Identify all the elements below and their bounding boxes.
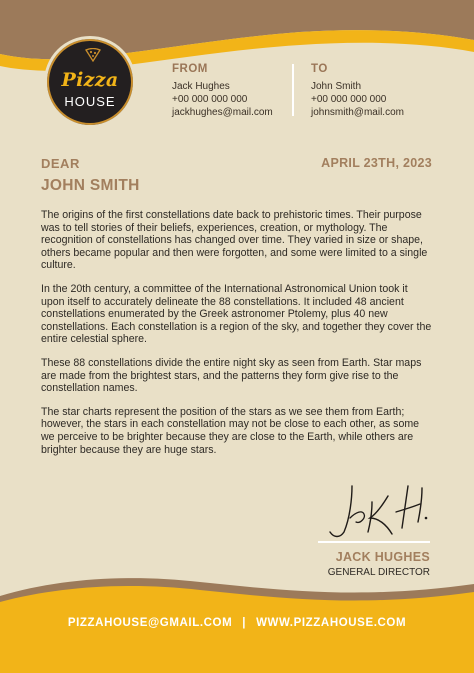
contact-divider xyxy=(292,64,294,116)
body-paragraph: In the 20th century, a committee of the International Astronomical Union took it upon itself to accurately delineate the 88 constellations. It included 48 ancient constellations enumerated by the Greek astronomer Ptolemy, plus 40 new constellations. Each constellation is a region of the sky, and together they cover the entire celestial sphere. xyxy=(41,282,432,346)
footer-email: PIZZAHOUSE@GMAIL.COM xyxy=(67,617,233,629)
body-paragraph: These 88 constellations divide the entire night sky as seen from Earth. Star maps are made from the brightest stars, and the patterns they form give rise to the constellation names. xyxy=(41,356,422,395)
to-email: johnsmith@mail.com xyxy=(311,107,404,118)
body-paragraph: The origins of the first constellations date back to prehistoric times. Their purpose was to tell stories of their beliefs, experiences, creation, or mythology. The recognition of constellations has changed over time. They varied in size or shape, others became popular and then were forgotten, and some were limited to a single culture. xyxy=(41,209,428,272)
footer-separator: | xyxy=(242,617,247,629)
letter-date: APRIL 23TH, 2023 xyxy=(321,156,432,170)
from-phone: +00 000 000 000 xyxy=(172,94,248,105)
to-phone: +00 000 000 000 xyxy=(311,94,387,105)
handwritten-signature xyxy=(316,478,436,544)
footer-contact xyxy=(0,617,474,629)
salutation: DEAR xyxy=(41,156,80,171)
to-name: John Smith xyxy=(311,81,362,92)
from-email: jackhughes@mail.com xyxy=(172,107,273,118)
to-heading: TO xyxy=(311,63,328,75)
letter-body xyxy=(41,209,433,467)
signer-title: GENERAL DIRECTOR xyxy=(327,567,430,578)
body-paragraph: The star charts represent the position of the stars as we see them from Earth; however, the stars in each constellation may not be close to each other, as some we perceive to be brighter because they are close to the Earth, while others are brighter because they are huge stars. xyxy=(41,405,420,456)
from-name: Jack Hughes xyxy=(172,81,230,92)
footer-website: WWW.PIZZAHOUSE.COM xyxy=(256,617,407,629)
pizza-slice-icon xyxy=(85,48,101,62)
signature-line xyxy=(318,541,430,543)
signer-name: JACK HUGHES xyxy=(335,550,430,564)
pizza-house-logo xyxy=(44,36,136,128)
recipient-name: JOHN SMITH xyxy=(41,177,140,194)
from-heading: FROM xyxy=(172,63,208,75)
logo-text-house: HOUSE xyxy=(64,94,116,109)
logo-text-pizza: Pizza xyxy=(61,69,119,91)
to-contact-block xyxy=(311,63,404,119)
from-contact-block xyxy=(172,63,273,119)
